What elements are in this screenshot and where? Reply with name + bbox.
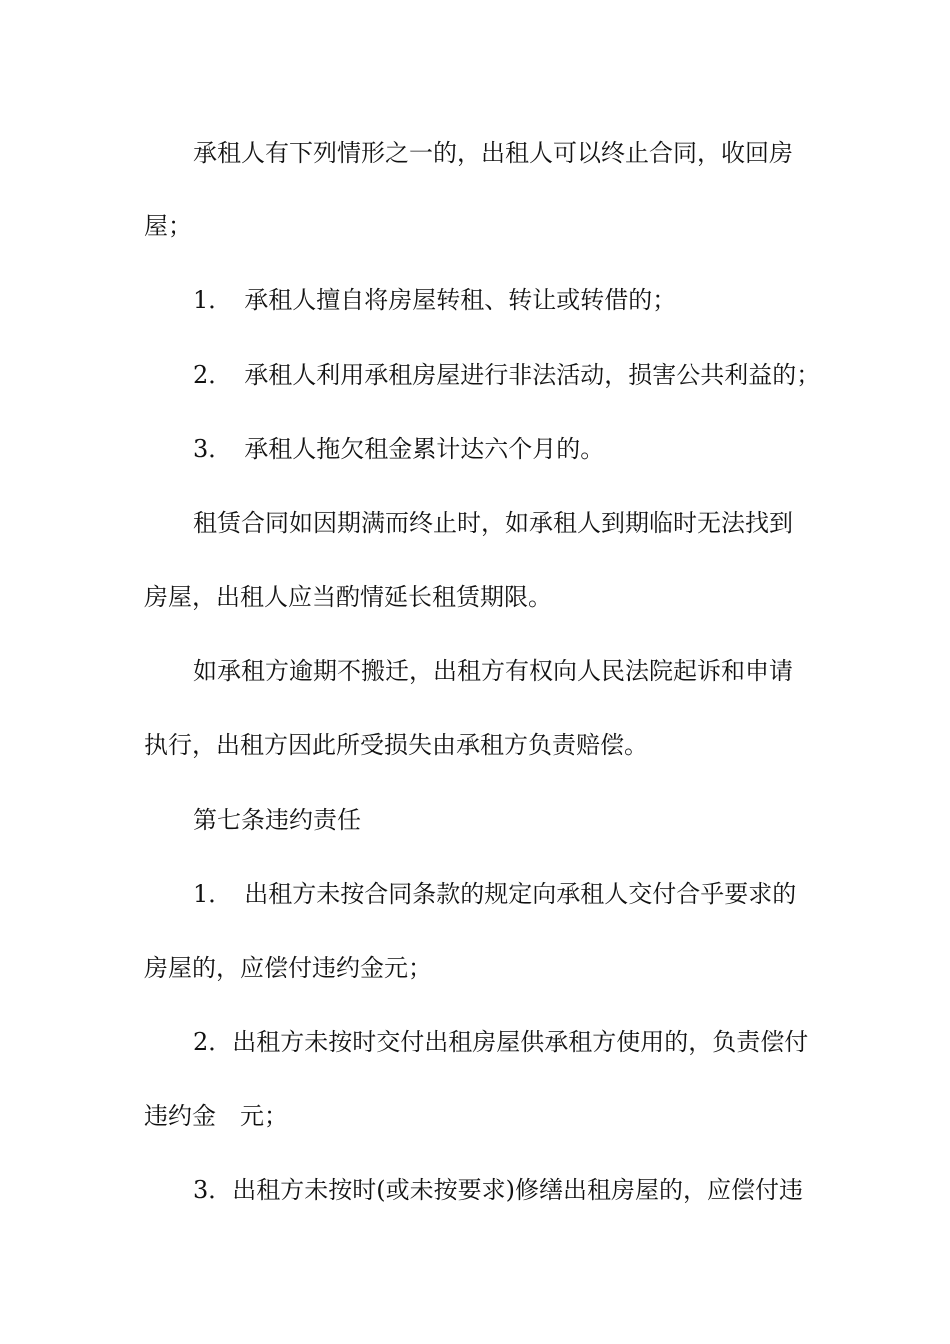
list-item-1: 1． 承租人擅自将房屋转租、转让或转借的； (193, 286, 677, 314)
list-item-2: 2． 承租人利用承租房屋进行非法活动，损害公共利益的； (193, 361, 821, 389)
paragraph-line-3: 租赁合同如因期满而终止时，如承租人到期临时无法找到 (193, 509, 793, 537)
clause-1-line-2: 房屋的，应偿付违约金元； (144, 954, 432, 982)
clause-2-line-2: 违约金 元； (144, 1102, 288, 1130)
paragraph-line-6: 执行，出租方因此所受损失由承租方负责赔偿。 (144, 731, 648, 759)
clause-3-line-1: 3．出租方未按时(或未按要求)修缮出租房屋的，应偿付违 (193, 1176, 803, 1204)
paragraph-line-4: 房屋，出租人应当酌情延长租赁期限。 (144, 583, 552, 611)
paragraph-line-1: 承租人有下列情形之一的，出租人可以终止合同，收回房 (193, 139, 793, 167)
clause-1-line-1: 1． 出租方未按合同条款的规定向承租人交付合乎要求的 (193, 880, 797, 908)
paragraph-line-5: 如承租方逾期不搬迁，出租方有权向人民法院起诉和申请 (193, 657, 793, 685)
paragraph-line-2: 屋； (144, 212, 192, 240)
clause-2-line-1: 2．出租方未按时交付出租房屋供承租方使用的，负责偿付 (193, 1028, 809, 1056)
section-heading: 第七条违约责任 (193, 806, 361, 834)
list-item-3: 3． 承租人拖欠租金累计达六个月的。 (193, 435, 605, 463)
